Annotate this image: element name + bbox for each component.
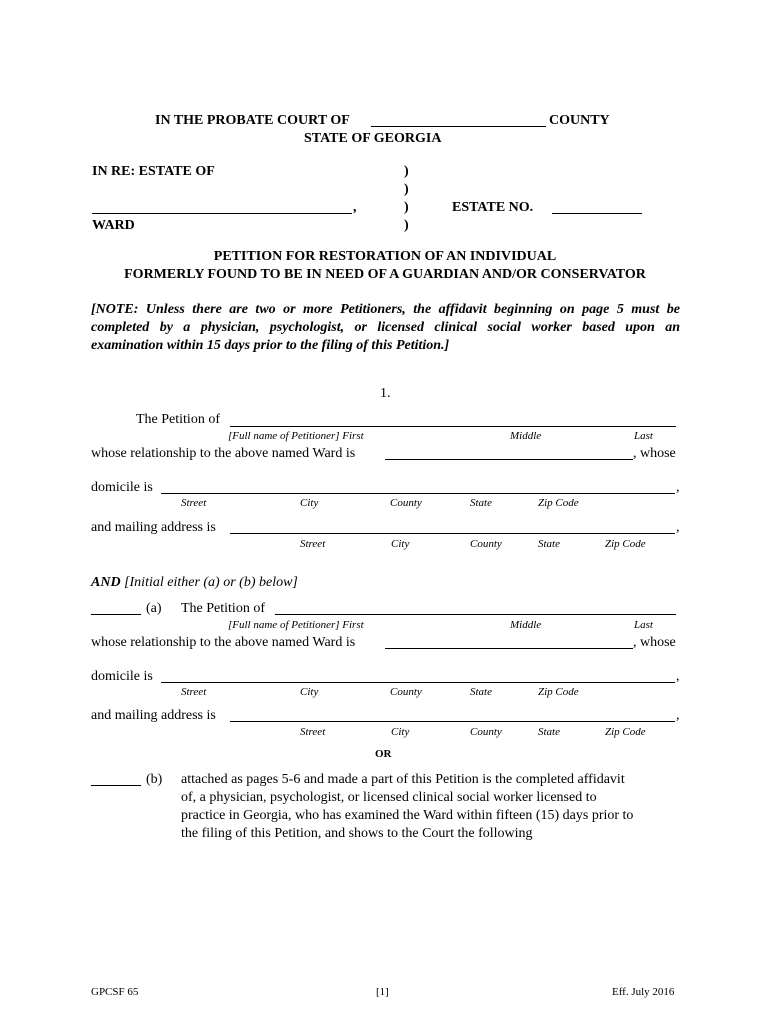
option-a-relationship-field[interactable] bbox=[385, 648, 633, 649]
petitioner-name-field[interactable] bbox=[230, 426, 676, 427]
footer-page-number: [1] bbox=[376, 986, 389, 998]
domicile-comma: , bbox=[676, 480, 680, 495]
domicile-label: domicile is bbox=[91, 669, 153, 684]
whose-label: , whose bbox=[633, 446, 676, 461]
in-re-estate-label: IN RE: ESTATE OF bbox=[92, 164, 215, 179]
state-caption: State bbox=[470, 497, 492, 509]
option-b-label: (b) bbox=[146, 772, 163, 787]
option-a-domicile-field[interactable] bbox=[161, 682, 675, 683]
mailing-address-label: and mailing address is bbox=[91, 708, 216, 723]
mailing-comma: , bbox=[676, 520, 680, 535]
ward-name-field[interactable] bbox=[92, 213, 352, 214]
county-caption: County bbox=[470, 726, 502, 738]
footer-form-id: GPCSF 65 bbox=[91, 986, 139, 998]
middle-caption: Middle bbox=[510, 619, 542, 631]
court-prefix: IN THE PROBATE COURT OF bbox=[155, 113, 350, 128]
caption-paren: ) bbox=[404, 218, 409, 233]
city-caption: City bbox=[300, 686, 319, 698]
zip-caption: Zip Code bbox=[605, 538, 646, 550]
full-name-first-caption: [Full name of Petitioner] First bbox=[228, 619, 364, 631]
last-caption: Last bbox=[634, 430, 653, 442]
mailing-comma: , bbox=[676, 708, 680, 723]
street-caption: Street bbox=[181, 686, 207, 698]
and-word: AND bbox=[91, 575, 121, 590]
mailing-address-label: and mailing address is bbox=[91, 520, 216, 535]
petition-title-line2: FORMERLY FOUND TO BE IN NEED OF A GUARDIAN AND/OR CONSERVATOR bbox=[124, 267, 646, 282]
city-caption: City bbox=[300, 497, 319, 509]
note-line1: [NOTE: Unless there are two or more Petitioners, the affidavit beginning on page 5 must be bbox=[91, 302, 680, 317]
section-number: 1. bbox=[380, 386, 391, 401]
county-caption: County bbox=[390, 497, 422, 509]
zip-caption: Zip Code bbox=[538, 686, 579, 698]
and-instruction: [Initial either (a) or (b) below] bbox=[124, 575, 298, 590]
street-caption: Street bbox=[300, 726, 326, 738]
street-caption: Street bbox=[181, 497, 207, 509]
street-caption: Street bbox=[300, 538, 326, 550]
option-a-petitioner-name-field[interactable] bbox=[275, 614, 676, 615]
or-separator: OR bbox=[375, 748, 392, 760]
county-caption: County bbox=[390, 686, 422, 698]
option-a-mailing-address-field[interactable] bbox=[230, 721, 675, 722]
note-line3: examination within 15 days prior to the filing of this Petition.] bbox=[91, 338, 450, 353]
state-caption: State bbox=[538, 726, 560, 738]
and-heading bbox=[91, 576, 298, 590]
option-b-line2: of, a physician, psychologist, or licensed clinical social worker licensed to bbox=[181, 790, 597, 805]
state-heading: STATE OF GEORGIA bbox=[304, 131, 442, 146]
ward-label: WARD bbox=[92, 218, 135, 233]
zip-caption: Zip Code bbox=[605, 726, 646, 738]
footer-effective-date: Eff. July 2016 bbox=[612, 986, 675, 998]
county-name-field[interactable] bbox=[371, 126, 546, 127]
caption-paren: ) bbox=[404, 182, 409, 197]
ward-name-comma: , bbox=[353, 200, 357, 215]
relationship-field[interactable] bbox=[385, 459, 633, 460]
caption-paren: ) bbox=[404, 164, 409, 179]
court-suffix: COUNTY bbox=[549, 113, 610, 128]
last-caption: Last bbox=[634, 619, 653, 631]
domicile-field[interactable] bbox=[161, 493, 675, 494]
relationship-label: whose relationship to the above named Ward is bbox=[91, 635, 356, 650]
state-caption: State bbox=[538, 538, 560, 550]
option-a-label: (a) bbox=[146, 601, 162, 616]
county-caption: County bbox=[470, 538, 502, 550]
state-caption: State bbox=[470, 686, 492, 698]
petition-of-label: The Petition of bbox=[136, 412, 220, 427]
petition-title-line1: PETITION FOR RESTORATION OF AN INDIVIDUAL bbox=[213, 249, 557, 264]
option-b-line3: practice in Georgia, who has examined the Ward within fifteen (15) days prior to bbox=[181, 808, 634, 823]
option-b-initial-field[interactable] bbox=[91, 785, 141, 786]
note-line2: completed by a physician, psychologist, or licensed clinical social worker based upon an bbox=[91, 320, 680, 335]
option-a-petition-of-label: The Petition of bbox=[181, 601, 265, 616]
estate-no-field[interactable] bbox=[552, 213, 642, 214]
city-caption: City bbox=[391, 726, 410, 738]
estate-no-label: ESTATE NO. bbox=[452, 200, 534, 215]
relationship-label: whose relationship to the above named Ward is bbox=[91, 446, 356, 461]
city-caption: City bbox=[391, 538, 410, 550]
zip-caption: Zip Code bbox=[538, 497, 579, 509]
option-b-line1: attached as pages 5-6 and made a part of this Petition is the completed affidavit bbox=[181, 772, 625, 787]
full-name-first-caption: [Full name of Petitioner] First bbox=[228, 430, 364, 442]
option-b-line4: the filing of this Petition, and shows to the Court the following bbox=[181, 826, 533, 841]
middle-caption: Middle bbox=[510, 430, 542, 442]
option-a-initial-field[interactable] bbox=[91, 614, 141, 615]
domicile-comma: , bbox=[676, 669, 680, 684]
domicile-label: domicile is bbox=[91, 480, 153, 495]
mailing-address-field[interactable] bbox=[230, 533, 675, 534]
caption-paren: ) bbox=[404, 200, 409, 215]
whose-label: , whose bbox=[633, 635, 676, 650]
